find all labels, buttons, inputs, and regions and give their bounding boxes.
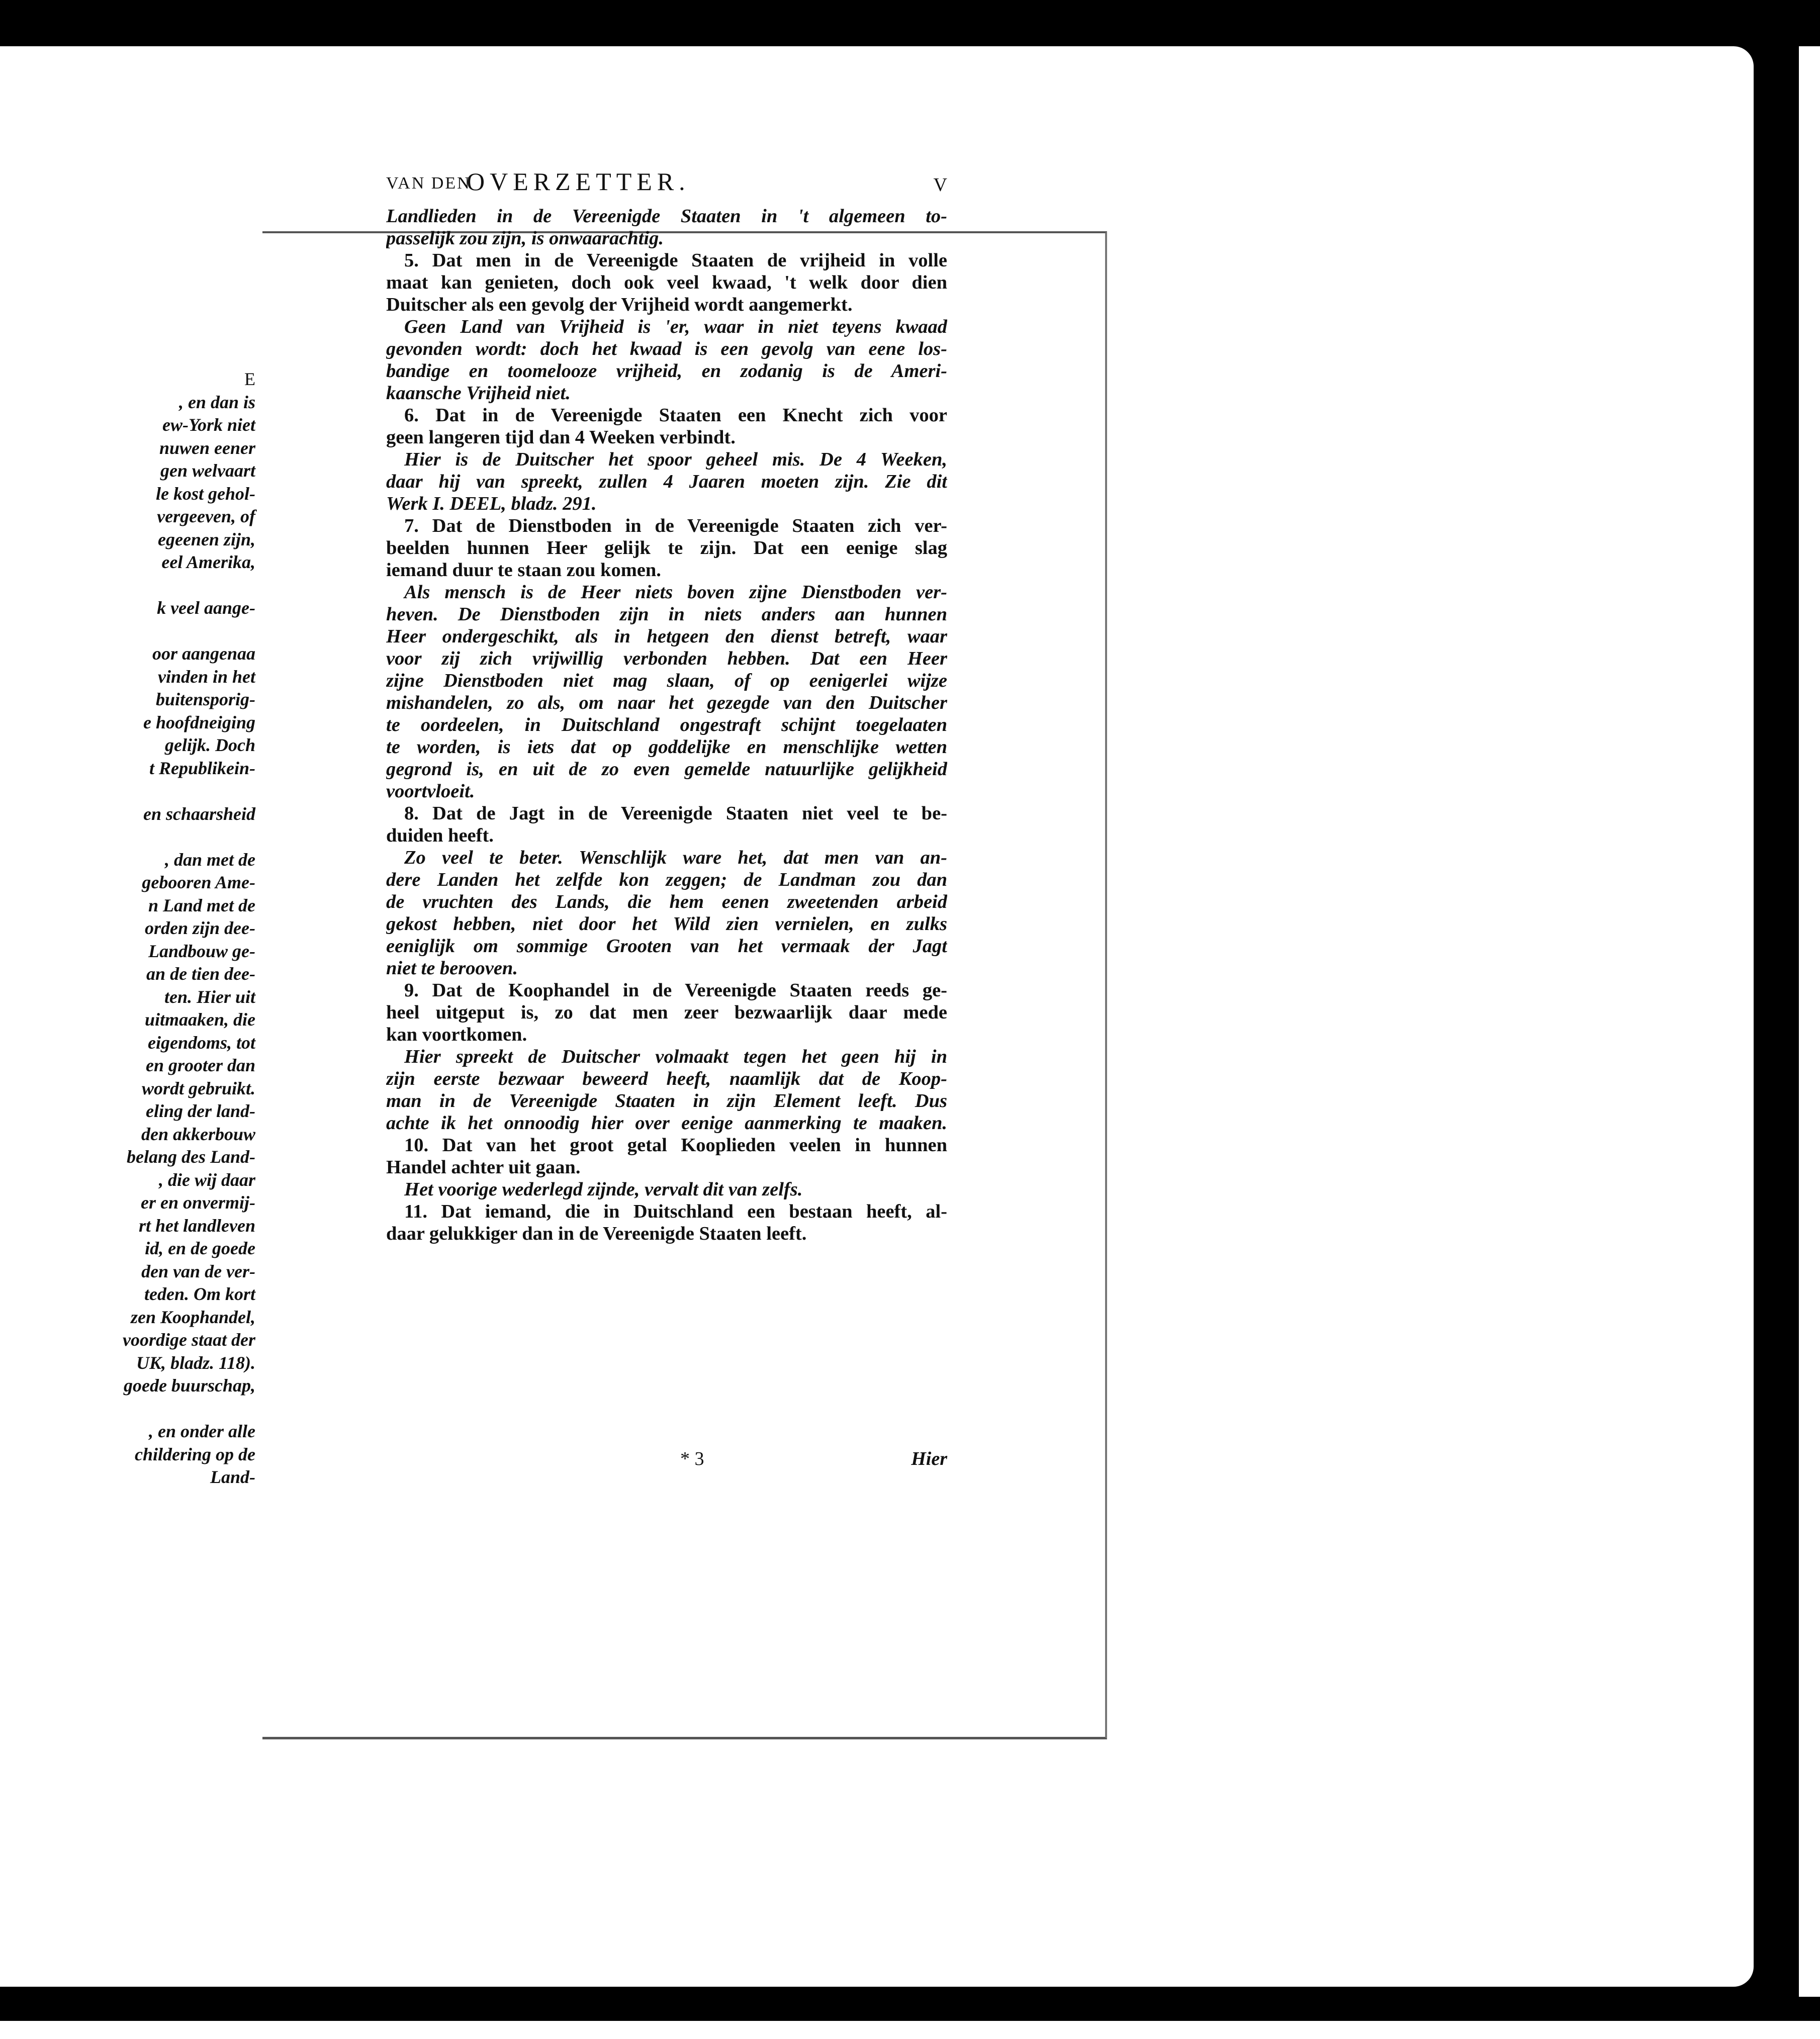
text-line: heven. De Dienstboden zijn in niets anders aan hunnen <box>386 604 947 625</box>
text-line: daar hij van spreekt, zullen 4 Jaaren moeten zijn. Zie dit <box>386 471 947 492</box>
next-sheet-edge <box>1799 46 1820 1997</box>
left-page-line: gelijk. Doch <box>165 735 255 755</box>
left-page-line: belang des Land- <box>127 1147 255 1167</box>
text-line: passelijk zou zijn, is onwaarachtig. <box>386 228 664 249</box>
text-line: daar gelukkiger dan in de Vereenigde Staaten leeft. <box>386 1223 807 1244</box>
left-page-line: en schaarsheid <box>143 803 255 824</box>
text-line: gegrond is, en uit de zo even gemelde natuurlijke gelijkheid <box>386 759 947 780</box>
left-page-line: t Republikein- <box>149 758 255 778</box>
text-line: eeniglijk om sommige Grooten van het vermaak der Jagt <box>386 936 947 957</box>
text-line: voor zij zich vrijwillig verbonden hebben. Dat een Heer <box>386 648 947 669</box>
text-line: gevonden wordt: doch het kwaad is een gevolg van eene los- <box>386 338 947 359</box>
text-line: Het voorige wederlegd zijnde, vervalt dit van zelfs. <box>404 1179 803 1200</box>
left-page-line: k veel aange- <box>157 598 255 618</box>
text-line: dere Landen het zelfde kon zeggen; de Landman zou dan <box>386 869 947 890</box>
text-line: Hier spreekt de Duitscher volmaakt tegen het geen hij in <box>404 1046 947 1067</box>
text-line: voortvloeit. <box>386 781 475 802</box>
text-line: niet te berooven. <box>386 958 518 979</box>
catchword: Hier <box>911 1448 947 1469</box>
left-page-line: , dan met de <box>165 849 255 870</box>
left-page-line: vinden in het <box>157 666 255 687</box>
text-line: gekost hebben, niet door het Wild zien vernielen, en zulks <box>386 913 947 935</box>
left-page-line <box>0 574 255 597</box>
left-page-line: wordt gebruikt. <box>141 1078 255 1098</box>
left-page-line <box>0 825 255 849</box>
text-line: achte ik het onnoodig hier over eenige aanmerking te maaken. <box>386 1113 947 1134</box>
text-line: maat kan genieten, doch ook veel kwaad, 't welk door dien <box>386 272 947 293</box>
left-page-line: eel Amerika, <box>161 552 255 572</box>
left-page-line: ten. Hier uit <box>164 986 255 1007</box>
left-page-line: vergeeven, of <box>157 506 255 526</box>
left-page-line: le kost gehol- <box>156 483 255 504</box>
text-line: Landlieden in de Vereenigde Staaten in 't algemeen to- <box>386 206 947 227</box>
left-page-line: eling der land- <box>145 1101 255 1121</box>
text-line: 11. Dat iemand, die in Duitschland een bestaan heeft, al- <box>404 1201 947 1222</box>
next-sheet-bottom-edge <box>0 2021 1820 2039</box>
page-folio: V <box>933 174 947 196</box>
text-line: 10. Dat van het groot getal Kooplieden veelen in hunnen <box>404 1135 947 1156</box>
left-page-line: gebooren Ame- <box>142 872 255 892</box>
text-line: Geen Land van Vrijheid is 'er, waar in niet teyens kwaad <box>404 316 947 337</box>
left-page-line: , en dan is <box>178 392 255 412</box>
left-page-line: nuwen eener <box>159 437 255 458</box>
left-page-line: Landbouw ge- <box>148 941 255 961</box>
left-page-line: oor aangenaa <box>152 643 255 664</box>
text-line: 7. Dat de Dienstboden in de Vereenigde Staaten zich ver- <box>404 515 947 536</box>
text-line: Hier is de Duitscher het spoor geheel mis. De 4 Weeken, <box>404 449 947 470</box>
text-line: kan voortkomen. <box>386 1024 527 1045</box>
text-line: 9. Dat de Koophandel in de Vereenigde Staaten reeds ge- <box>404 980 947 1001</box>
text-line: mishandelen, zo als, om naar het gezegde van den Duitscher <box>386 692 947 713</box>
text-line: zijne Dienstboden niet mag slaan, of op eenigerlei wijze <box>386 670 947 691</box>
left-page-line: den van de ver- <box>141 1261 255 1281</box>
left-page-line: gen welvaart <box>160 460 255 481</box>
text-line: te worden, is iets dat op goddelijke en menschlijke wetten <box>386 736 947 758</box>
left-page-line: goede buurschap, <box>123 1375 255 1396</box>
left-page-line: buitensporig- <box>155 689 255 709</box>
text-line: iemand duur te staan zou komen. <box>386 560 661 581</box>
left-page-line <box>0 1398 255 1421</box>
text-line: bandige en toomelooze vrijheid, en zodanig is de Ameri- <box>386 360 947 382</box>
left-page-line: zen Koophandel, <box>130 1307 255 1327</box>
text-line: man in de Vereenigde Staaten in zijn Element leeft. Dus <box>386 1090 947 1111</box>
text-line: de vruchten des Lands, die hem eenen zweetenden arbeid <box>386 891 947 912</box>
signature-mark: * 3 <box>680 1448 704 1469</box>
left-page-line: e hoofdneiging <box>143 712 255 732</box>
left-page-text <box>0 368 255 1489</box>
text-line: Heer ondergeschikt, als in hetgeen den dienst betreft, waar <box>386 626 947 647</box>
left-page-line: Land- <box>210 1467 255 1487</box>
left-page-line: an de tien dee- <box>146 964 255 984</box>
text-line: Als mensch is de Heer niets boven zijne Dienstboden ver- <box>404 582 947 603</box>
left-page-line: n Land met de <box>148 895 255 915</box>
left-page-line: ew-York niet <box>162 415 255 435</box>
text-line: 8. Dat de Jagt in de Vereenigde Staaten niet veel te be- <box>404 803 947 824</box>
text-line: duiden heeft. <box>386 825 494 846</box>
page-foot-line <box>386 1448 947 1473</box>
left-page-line: id, en de goede <box>145 1238 255 1258</box>
left-page-line: UK, bladz. 118). <box>136 1352 255 1373</box>
text-line: kaansche Vrijheid niet. <box>386 383 571 404</box>
running-head <box>386 167 947 197</box>
left-page-line: rt het landleven <box>139 1215 255 1236</box>
text-line: geen langeren tijd dan 4 Weeken verbindt. <box>386 427 736 448</box>
left-page-line: uitmaaken, die <box>144 1009 255 1030</box>
text-line: Werk I. DEEL, bladz. 291. <box>386 493 597 514</box>
left-page-line: , die wij daar <box>158 1169 255 1190</box>
left-facing-page <box>0 237 267 1705</box>
left-page-line: , en onder alle <box>149 1421 255 1441</box>
page-body-text <box>386 205 947 1245</box>
left-page-line <box>0 780 255 803</box>
text-line: Duitscher als een gevolg der Vrijheid wordt aangemerkt. <box>386 294 853 315</box>
text-line: heel uitgeput is, zo dat men zeer bezwaarlijk daar mede <box>386 1002 947 1023</box>
running-head-title: OVERZETTER. <box>467 167 690 196</box>
text-line: zijn eerste bezwaar beweerd heeft, naamlijk dat de Koop- <box>386 1068 947 1089</box>
left-page-line: er en onvermij- <box>141 1192 255 1213</box>
left-page-line: en grooter dan <box>145 1055 255 1075</box>
left-page-line <box>0 620 255 643</box>
left-page-line: orden zijn dee- <box>145 918 255 938</box>
text-line: Handel achter uit gaan. <box>386 1157 581 1178</box>
left-page-line: teden. Om kort <box>144 1284 255 1304</box>
left-page-line: E <box>244 369 255 389</box>
left-page-line: eigendoms, tot <box>148 1032 255 1053</box>
text-line: 5. Dat men in de Vereenigde Staaten de vrijheid in volle <box>404 250 947 271</box>
left-page-line: den akkerbouw <box>141 1124 255 1144</box>
text-line: beelden hunnen Heer gelijk te zijn. Dat een eenige slag <box>386 537 947 559</box>
running-head-small: VAN DEN <box>386 174 471 193</box>
left-page-line: voordige staat der <box>123 1330 255 1350</box>
text-line: 6. Dat in de Vereenigde Staaten een Knecht zich voor <box>404 405 947 426</box>
text-line: Zo veel te beter. Wenschlijk ware het, dat men van an- <box>404 847 947 868</box>
text-line: te oordeelen, in Duitschland ongestraft schijnt toegelaaten <box>386 714 947 735</box>
left-page-line: childering op de <box>135 1444 255 1464</box>
left-page-line: egeenen zijn, <box>158 529 255 549</box>
